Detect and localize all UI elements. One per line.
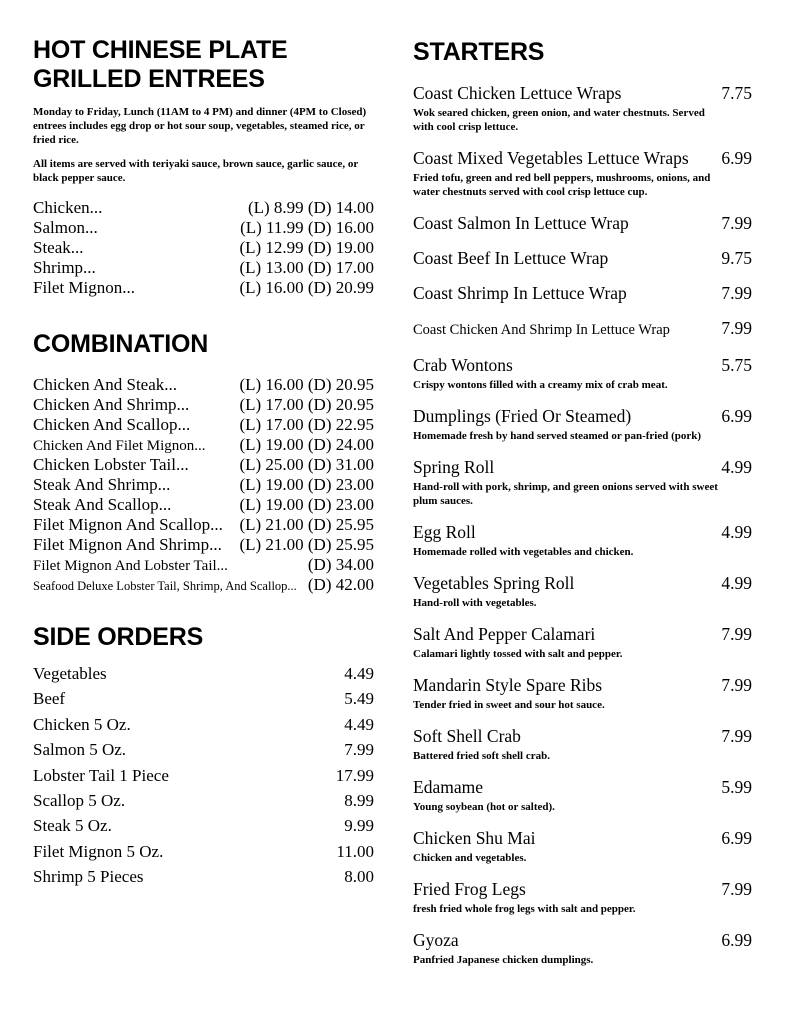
- menu-item-row: [33, 258, 374, 278]
- combination-list: [33, 375, 374, 595]
- menu-item-row: [33, 475, 374, 495]
- item-name: Shrimp 5 Pieces: [33, 867, 144, 887]
- grilled-entrees-title-line1: HOT CHINESE PLATE: [33, 36, 288, 64]
- starter-item: [413, 776, 752, 814]
- item-name: Chicken...: [33, 197, 103, 217]
- item-price: (L) 8.99 (D) 14.00: [247, 197, 374, 217]
- starter-item: [413, 623, 752, 661]
- item-name: Salmon...: [33, 217, 98, 237]
- item-name: Shrimp...: [33, 257, 96, 277]
- item-price: 4.99: [721, 522, 752, 542]
- item-name: Gyoza: [413, 930, 459, 950]
- item-name: Salmon 5 Oz.: [33, 740, 127, 760]
- section-combination: [33, 330, 374, 595]
- item-price: 7.99: [721, 675, 752, 695]
- item-price: 9.99: [344, 816, 374, 836]
- starter-item: [413, 674, 752, 712]
- item-price: 17.99: [335, 765, 374, 785]
- item-name: Chicken And Filet Mignon...: [33, 437, 206, 454]
- starter-item-row: [413, 878, 752, 900]
- item-price: 5.49: [344, 689, 374, 709]
- item-name: Vegetables Spring Roll: [413, 573, 575, 593]
- item-price: 8.00: [344, 867, 374, 887]
- item-name: Crab Wontons: [413, 355, 513, 375]
- menu-item-row: [33, 238, 374, 258]
- item-name: Spring Roll: [413, 457, 495, 477]
- item-price: 4.99: [721, 457, 752, 477]
- menu-item-row: [33, 375, 374, 395]
- item-price: 8.99: [344, 791, 374, 811]
- starter-item-row: [413, 776, 752, 798]
- item-name: Dumplings (Fried Or Steamed): [413, 406, 632, 426]
- item-price: 7.99: [721, 726, 752, 746]
- item-price: 7.75: [721, 83, 752, 103]
- item-name: Chicken And Shrimp...: [33, 394, 190, 414]
- starter-item-row: [413, 82, 752, 104]
- grilled-entrees-title-line2: GRILLED ENTREES: [33, 65, 265, 93]
- item-price: (D) 42.00: [307, 574, 374, 594]
- menu-item-row: [33, 218, 374, 238]
- item-description: Hand-roll with pork, shrimp, and green onions served with sweet plum sauces.: [413, 481, 718, 507]
- starter-item-row: [413, 623, 752, 645]
- item-name: Coast Beef In Lettuce Wrap: [413, 248, 609, 268]
- item-description: Crispy wontons filled with a creamy mix of crab meat.: [413, 379, 668, 391]
- starter-item-row: [413, 827, 752, 849]
- item-price: 7.99: [721, 624, 752, 644]
- menu-column-right: [413, 38, 752, 980]
- item-name: Chicken Lobster Tail...: [33, 454, 189, 474]
- item-name: Coast Chicken Lettuce Wraps: [413, 83, 622, 103]
- grilled-entrees-note-sauces: All items are served with teriyaki sauce, brown sauce, garlic sauce, or black pepper sauce.: [33, 158, 359, 185]
- item-name: Seafood Deluxe Lobster Tail, Shrimp, And Scallop...: [33, 578, 297, 593]
- menu-item-row: [33, 395, 374, 415]
- menu-item-row: [33, 415, 374, 435]
- menu-item-row: [33, 788, 374, 813]
- starter-item-row: [413, 929, 752, 951]
- menu-item-row: [33, 278, 374, 298]
- item-price: 9.75: [721, 248, 752, 268]
- item-name: Steak...: [33, 237, 84, 257]
- item-name: Filet Mignon And Scallop...: [33, 514, 223, 534]
- starter-item: [413, 354, 752, 392]
- item-name: Chicken And Steak...: [33, 374, 178, 394]
- combination-title: COMBINATION: [33, 329, 209, 358]
- starter-item: [413, 456, 752, 508]
- item-name: Chicken 5 Oz.: [33, 714, 131, 734]
- menu-item-row: [33, 515, 374, 535]
- item-price: 7.99: [344, 740, 374, 760]
- item-name: Coast Mixed Vegetables Lettuce Wraps: [413, 148, 689, 168]
- starter-item: [413, 521, 752, 559]
- item-name: Filet Mignon And Shrimp...: [33, 534, 222, 554]
- item-name: Steak And Scallop...: [33, 494, 172, 514]
- item-price: 6.99: [721, 406, 752, 426]
- item-name: Filet Mignon 5 Oz.: [33, 841, 164, 861]
- item-price: 5.99: [721, 777, 752, 797]
- item-name: Coast Chicken And Shrimp In Lettuce Wrap: [413, 322, 670, 338]
- item-name: Salt And Pepper Calamari: [413, 624, 596, 644]
- item-name: Coast Salmon In Lettuce Wrap: [413, 213, 629, 233]
- item-price: (L) 16.00 (D) 20.99: [239, 277, 374, 297]
- item-name: Beef: [33, 689, 66, 709]
- grilled-entrees-title: [33, 36, 374, 94]
- item-description: Tender fried in sweet and sour hot sauce.: [413, 699, 605, 711]
- starter-item: [413, 247, 752, 269]
- grilled-entrees-list: [33, 198, 374, 298]
- item-price: (L) 21.00 (D) 25.95: [239, 534, 374, 554]
- item-name: Scallop 5 Oz.: [33, 791, 126, 811]
- starter-item: [413, 317, 752, 341]
- menu-item-row: [33, 535, 374, 555]
- item-price: (L) 17.00 (D) 20.95: [239, 394, 374, 414]
- menu-column-left: [33, 36, 374, 890]
- item-description: fresh fried whole frog legs with salt and pepper.: [413, 903, 636, 915]
- item-price: 4.99: [721, 573, 752, 593]
- starter-item: [413, 878, 752, 916]
- starter-item: [413, 147, 752, 199]
- item-name: Fried Frog Legs: [413, 879, 526, 899]
- menu-item-row: [33, 661, 374, 686]
- item-price: 6.99: [721, 930, 752, 950]
- section-grilled-entrees: [33, 36, 374, 298]
- section-side-orders: [33, 623, 374, 890]
- section-starters: [413, 38, 752, 967]
- item-name: Vegetables: [33, 663, 107, 683]
- starter-item: [413, 725, 752, 763]
- item-name: Coast Shrimp In Lettuce Wrap: [413, 283, 627, 303]
- starter-item-row: [413, 725, 752, 747]
- menu-item-row: [33, 712, 374, 737]
- starter-item: [413, 212, 752, 234]
- item-description: Homemade rolled with vegetables and chicken.: [413, 546, 634, 558]
- starter-item-row: [413, 674, 752, 696]
- starter-item-row: [413, 247, 752, 269]
- starter-item-row: [413, 147, 752, 169]
- item-name: Mandarin Style Spare Ribs: [413, 675, 603, 695]
- starter-item: [413, 572, 752, 610]
- item-description: Young soybean (hot or salted).: [413, 801, 555, 813]
- item-price: 5.75: [721, 355, 752, 375]
- starter-item-row: [413, 212, 752, 234]
- starter-item: [413, 929, 752, 967]
- item-price: (L) 25.00 (D) 31.00: [239, 454, 374, 474]
- starter-item: [413, 82, 752, 134]
- starter-item: [413, 827, 752, 865]
- item-name: Chicken Shu Mai: [413, 828, 536, 848]
- grilled-entrees-note-hours: Monday to Friday, Lunch (11AM to 4 PM) and dinner (4PM to Closed) entrees includes egg drop or hot sour soup, vegetables, steamed rice, or fried rice.: [33, 106, 367, 146]
- item-description: Chicken and vegetables.: [413, 852, 527, 864]
- item-name: Egg Roll: [413, 522, 476, 542]
- item-name: Lobster Tail 1 Piece: [33, 765, 169, 785]
- item-name: Chicken And Scallop...: [33, 414, 191, 434]
- item-name: Steak 5 Oz.: [33, 816, 112, 836]
- item-price: 6.99: [721, 148, 752, 168]
- starters-list: [413, 82, 752, 967]
- menu-item-row: [33, 198, 374, 218]
- side-orders-title: SIDE ORDERS: [33, 622, 204, 651]
- item-price: (L) 12.99 (D) 19.00: [239, 237, 374, 257]
- menu-item-row: [33, 686, 374, 711]
- item-description: Hand-roll with vegetables.: [413, 597, 537, 609]
- starter-item: [413, 405, 752, 443]
- item-description: Homemade fresh by hand served steamed or pan-fried (pork): [413, 430, 702, 442]
- item-price: 11.00: [336, 841, 374, 861]
- starter-item-row: [413, 521, 752, 543]
- item-price: 4.49: [344, 714, 374, 734]
- item-price: 6.99: [721, 828, 752, 848]
- item-price: (L) 19.00 (D) 24.00: [239, 434, 374, 454]
- item-price: 7.99: [721, 283, 752, 303]
- item-price: 7.99: [721, 318, 752, 338]
- item-price: (D) 34.00: [307, 554, 374, 574]
- item-price: 4.49: [344, 663, 374, 683]
- starter-item: [413, 282, 752, 304]
- starter-item-row: [413, 572, 752, 594]
- item-name: Filet Mignon...: [33, 277, 136, 297]
- item-name: Steak And Shrimp...: [33, 474, 171, 494]
- starter-item-row: [413, 282, 752, 304]
- menu-item-row: [33, 555, 374, 575]
- starter-item-row: [413, 456, 752, 478]
- menu-item-row: [33, 813, 374, 838]
- starter-item-row: [413, 405, 752, 427]
- menu-item-row: [33, 575, 374, 595]
- menu-item-row: [33, 763, 374, 788]
- menu-item-row: [33, 435, 374, 455]
- item-price: 7.99: [721, 213, 752, 233]
- menu-item-row: [33, 839, 374, 864]
- item-price: (L) 19.00 (D) 23.00: [239, 474, 374, 494]
- item-price: (L) 16.00 (D) 20.95: [239, 374, 374, 394]
- item-description: Fried tofu, green and red bell peppers, mushrooms, onions, and water chestnuts served with cool crisp lettuce cup.: [413, 172, 711, 198]
- side-orders-list: [33, 661, 374, 890]
- menu-item-row: [33, 864, 374, 889]
- item-name: Edamame: [413, 777, 483, 797]
- item-price: (L) 21.00 (D) 25.95: [239, 514, 374, 534]
- item-description: Battered fried soft shell crab.: [413, 750, 550, 762]
- starters-title: STARTERS: [413, 38, 545, 66]
- item-price: (L) 17.00 (D) 22.95: [239, 414, 374, 434]
- item-description: Wok seared chicken, green onion, and water chestnuts. Served with cool crisp lettuce.: [413, 107, 705, 133]
- item-price: 7.99: [721, 879, 752, 899]
- starter-item-row: [413, 317, 752, 341]
- item-name: Filet Mignon And Lobster Tail...: [33, 557, 228, 574]
- starter-item-row: [413, 354, 752, 376]
- item-price: (L) 13.00 (D) 17.00: [239, 257, 374, 277]
- item-price: (L) 19.00 (D) 23.00: [239, 494, 374, 514]
- menu-item-row: [33, 455, 374, 475]
- item-price: (L) 11.99 (D) 16.00: [240, 217, 374, 237]
- item-name: Soft Shell Crab: [413, 726, 521, 746]
- menu-item-row: [33, 737, 374, 762]
- item-description: Calamari lightly tossed with salt and pepper.: [413, 648, 623, 660]
- menu-item-row: [33, 495, 374, 515]
- item-description: Panfried Japanese chicken dumplings.: [413, 954, 594, 966]
